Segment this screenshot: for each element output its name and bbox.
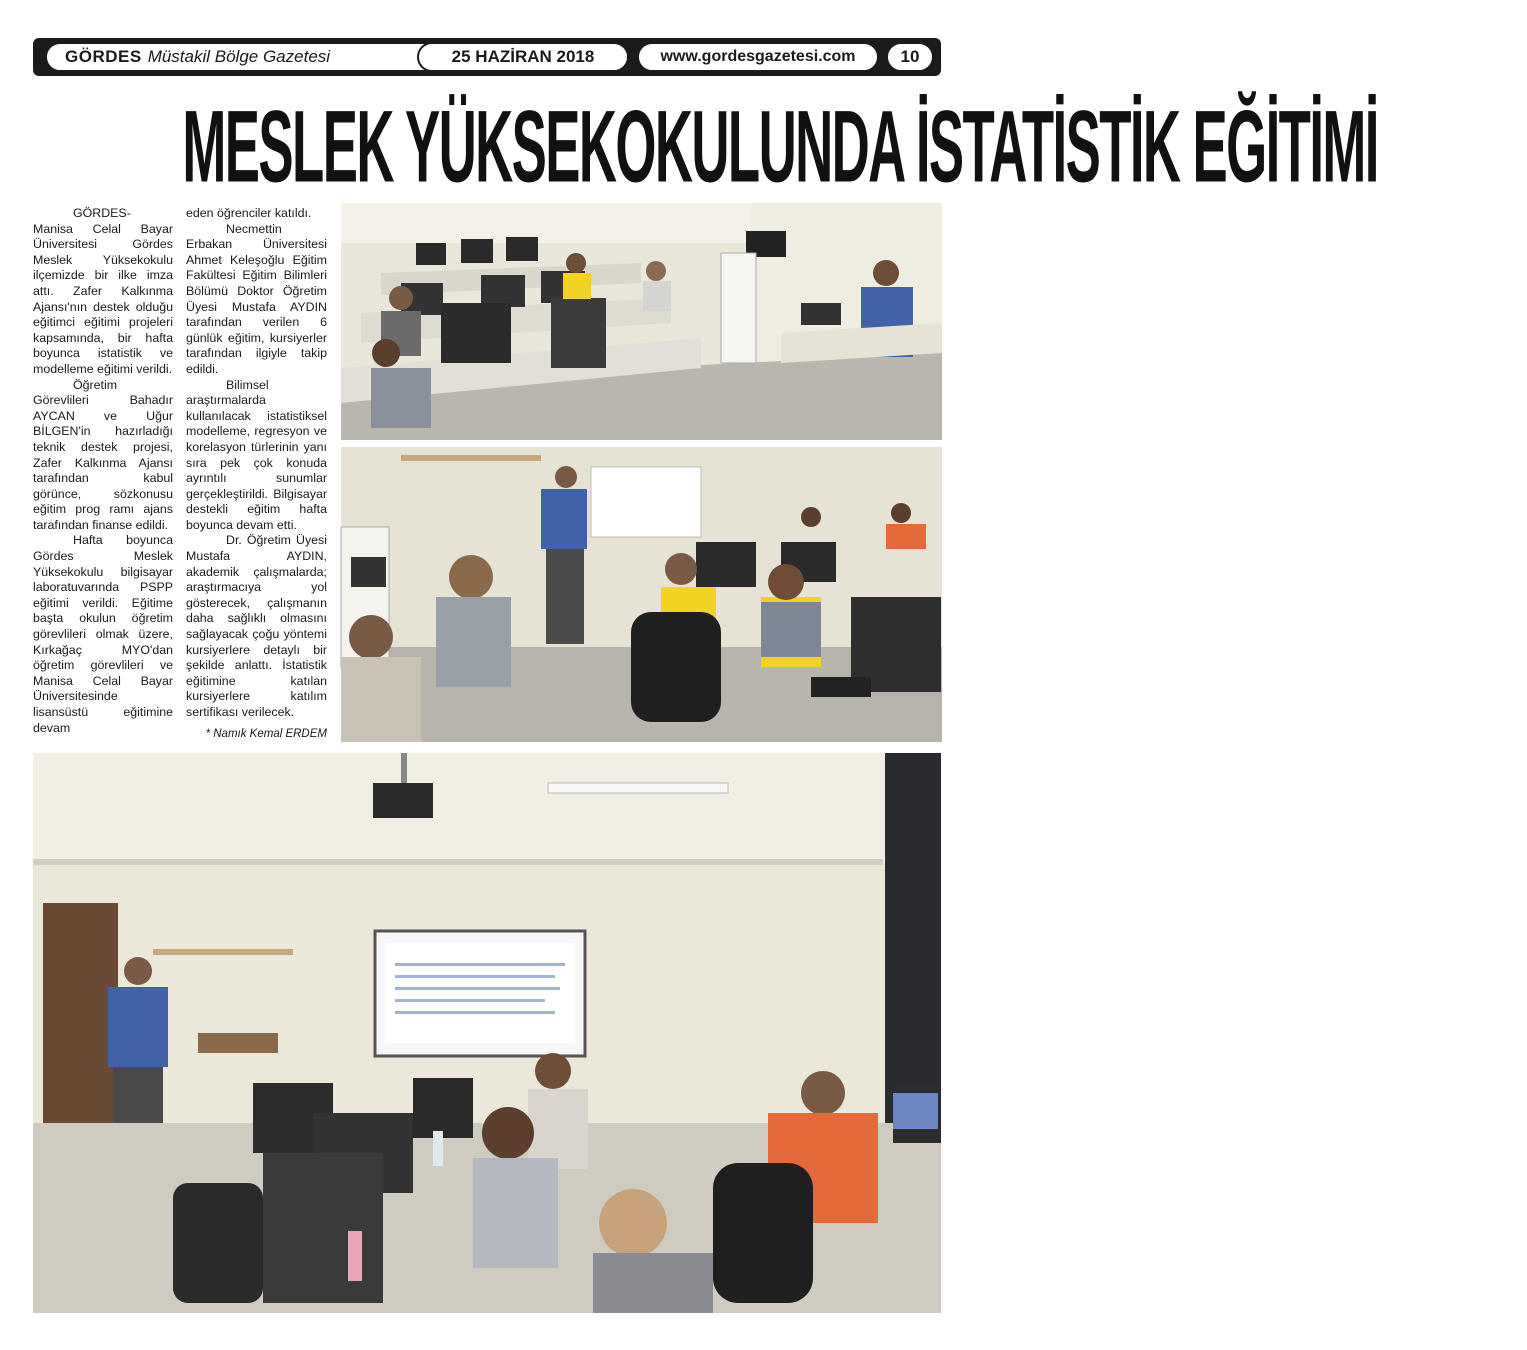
- photo-instructor-lecture[interactable]: [341, 447, 942, 742]
- paragraph: Bilimsel araştırmalarda kullanılacak istatistiksel modelleme, regresyon ve korelasyon türlerinin yanı sıra pek çok konuda ayrıntılı sunumlar gerçekleştirildi. Bilgisayar destekli eğitim hafta boyunca devam etti.: [186, 377, 327, 532]
- page-number: 10: [886, 42, 934, 72]
- author-byline: * Namık Kemal ERDEM: [205, 728, 327, 740]
- headline-text: MESLEK YÜKSEKOKULUNDA İSTATİSTİK EĞİTİMİ: [182, 88, 1378, 204]
- article-headline: [33, 88, 1378, 204]
- paragraph: Dr. Öğretim Üyesi Mustafa AYDIN, akademik çalışmalarda; araştırmacıya yol gösterecek, çalışmanın daha sağlıklı olmasını sağlayacak çoğu yöntemi kursiyerlere detaylı bir şekilde anlattı. İstatistik eğitimine katılan kursiyerlere katılım sertifikası verilecek.: [186, 533, 327, 719]
- photo-computer-lab-students[interactable]: [341, 203, 942, 440]
- paragraph: Hafta boyunca Gördes Meslek Yüksekokulu bilgisayar laboratuvarında PSPP eğitimi verildi. Eğitime başta okulun öğretim görevlileri olmak üzere, Kırkağaç MYO'dan öğretim görevlileri ve Manisa Celal Bayar Üniversitesinde lisansüstü eğitimine devam: [33, 533, 173, 735]
- paragraph-continuation: eden öğrenciler katıldı.: [186, 206, 312, 220]
- newspaper-subtitle: Müstakil Bölge Gazetesi: [147, 47, 331, 66]
- issue-date: 25 HAZİRAN 2018: [417, 42, 629, 72]
- photo-classroom-wide[interactable]: [33, 753, 941, 1313]
- paragraph: GÖRDES- Manisa Celal Bayar Üniversitesi Gördes Meslek Yüksekokulu ilçemizde bir ilke imza attı. Zafer Kalkınma Ajansı'nın destek olduğu eğitimci eğitimi projeleri kapsamında, bir hafta boyunca istatistik ve modelleme eğitimi verildi.: [33, 206, 173, 376]
- website-link[interactable]: www.gordesgazetesi.com: [637, 42, 879, 72]
- article-column-1: [33, 206, 173, 736]
- article-column-2: [186, 206, 327, 721]
- paragraph: Necmettin Erbakan Üniversitesi Ahmet Keleşoğlu Eğitim Fakültesi Eğitim Bilimleri Bölümü Doktor Öğretim Üyesi Mustafa AYDIN tarafından verilen 6 günlük eğitim, kursiyerler tarafından ilgiyle takip edildi.: [186, 221, 327, 376]
- paragraph: Öğretim Görevlileri Bahadır AYCAN ve Uğur BİLGEN'in hazırladığı teknik destek projesi, Zafer Kalkınma Ajansı tarafından kabul görünce, sözkonusu eğitim prog ramı ajans tarafından finanse edildi.: [33, 377, 173, 532]
- newspaper-brand: GÖRDES: [65, 47, 142, 66]
- newspaper-name[interactable]: [45, 42, 439, 72]
